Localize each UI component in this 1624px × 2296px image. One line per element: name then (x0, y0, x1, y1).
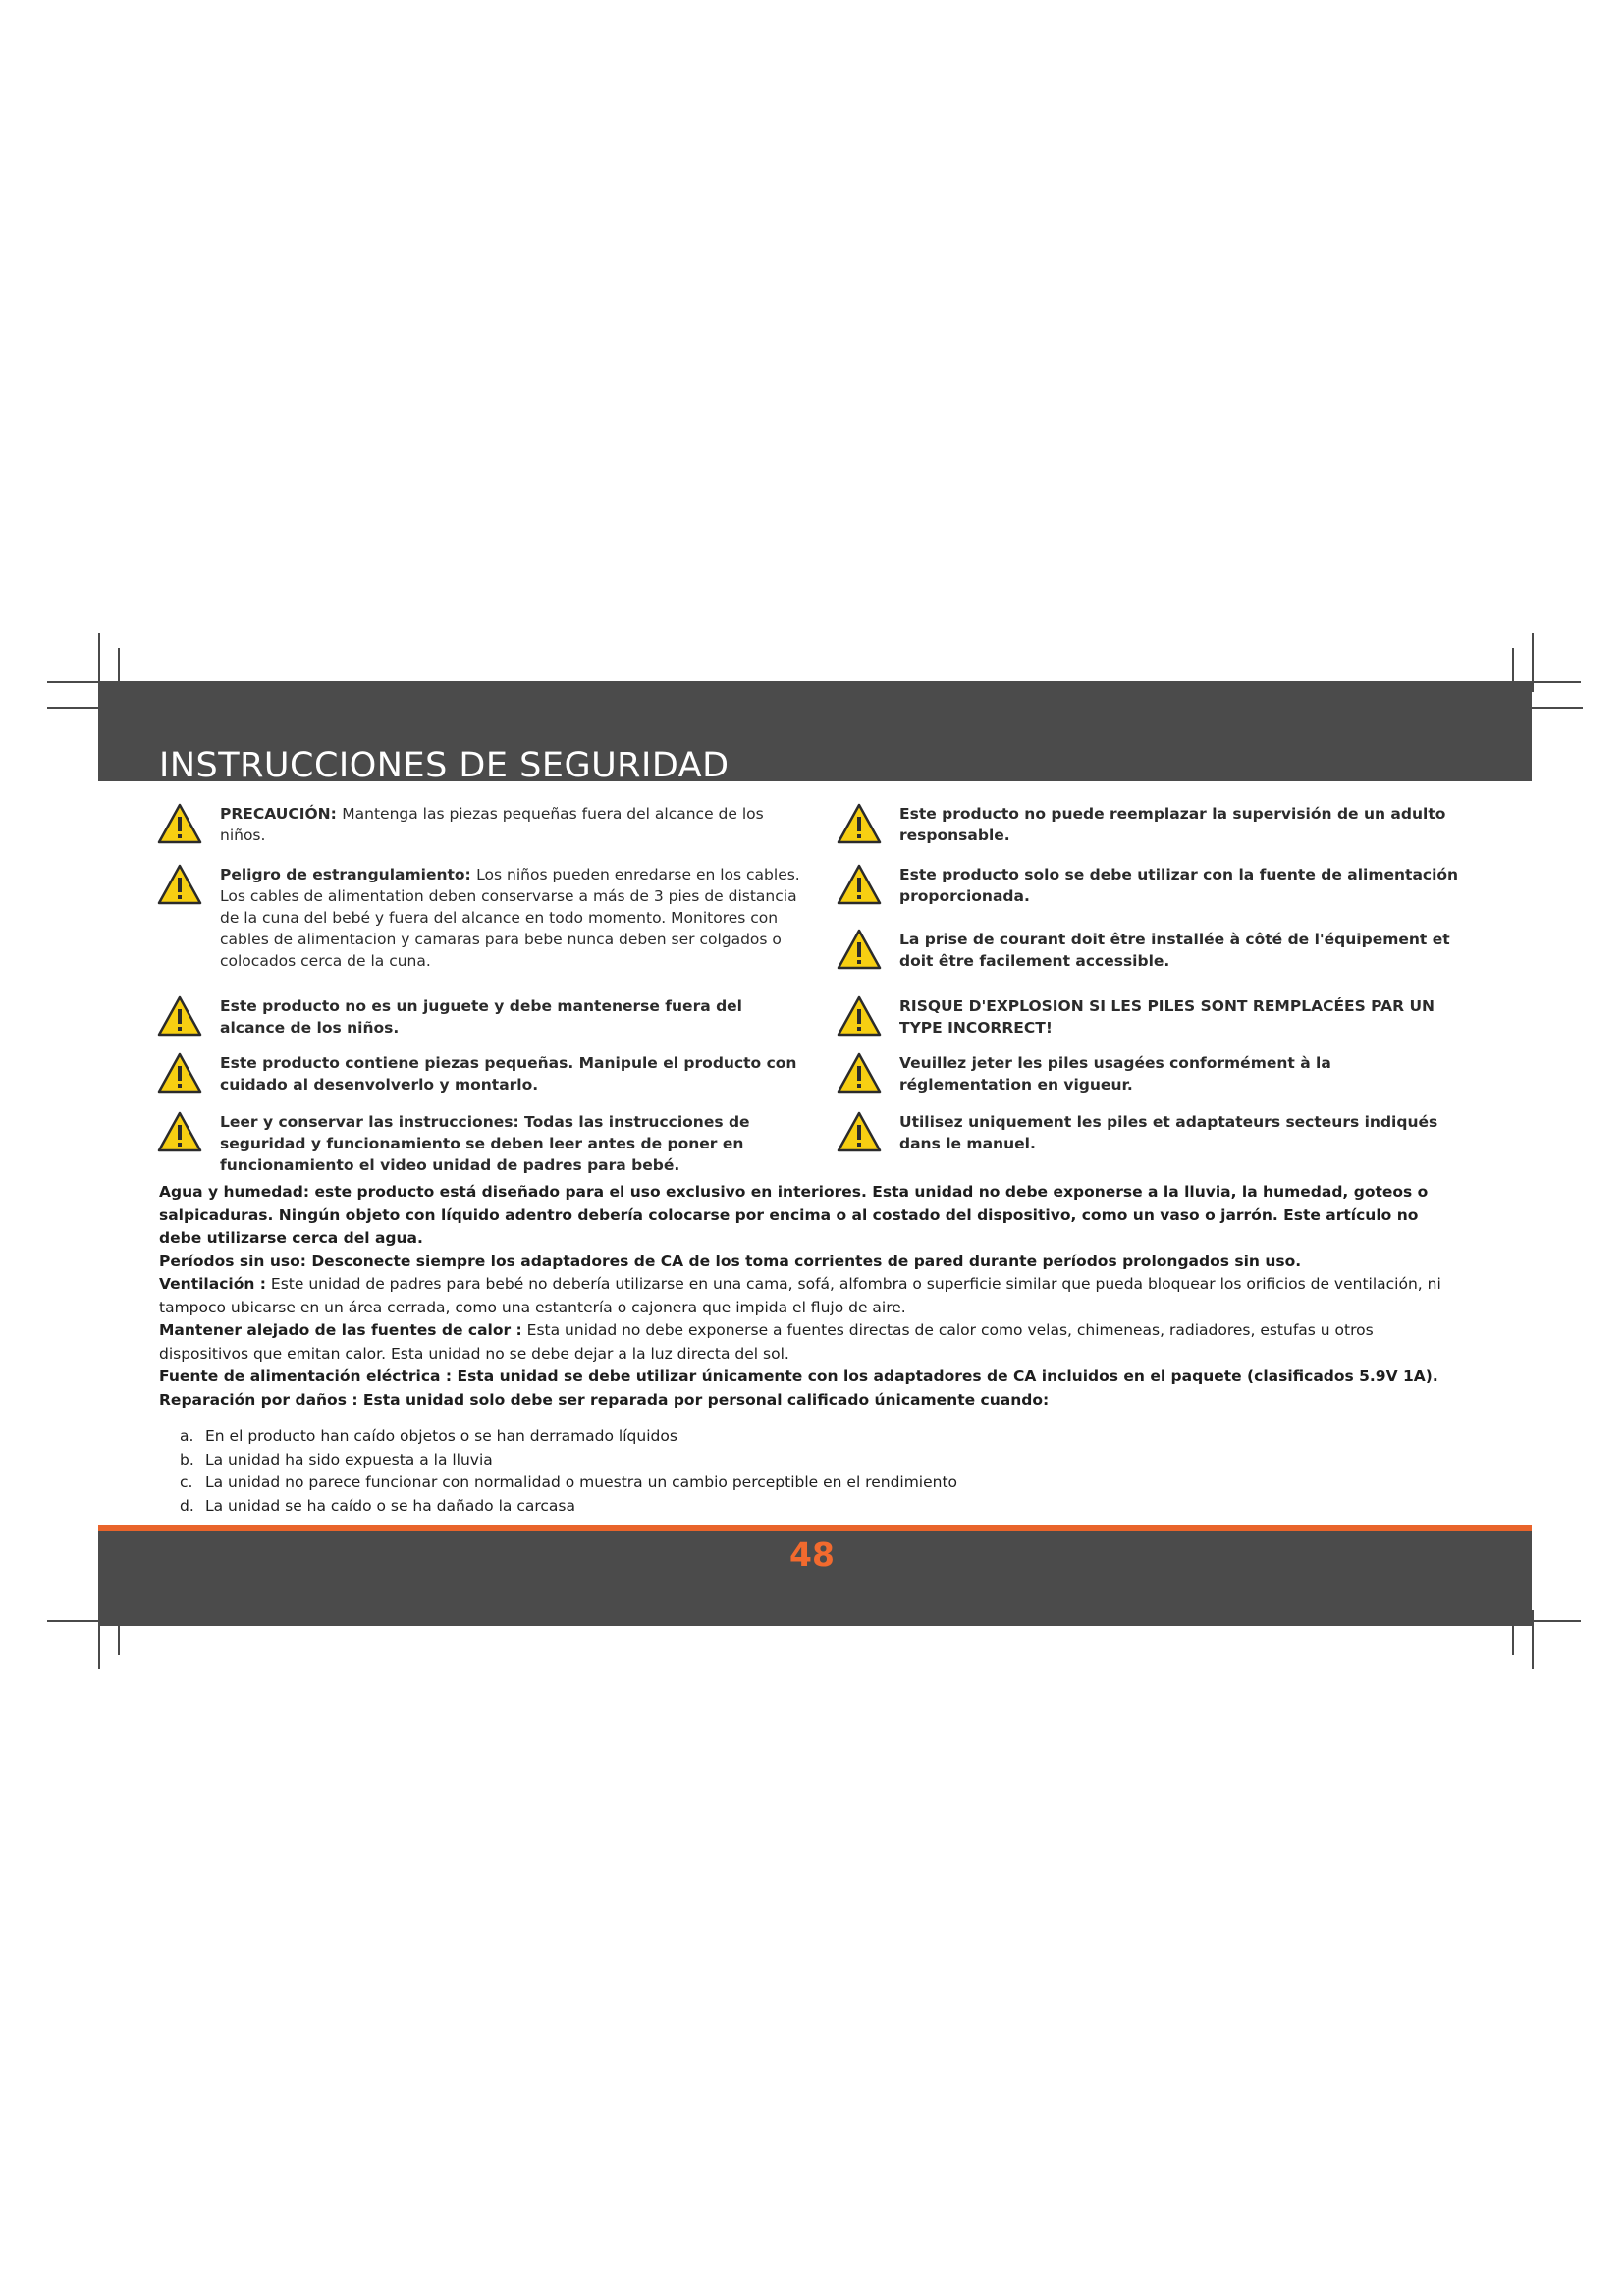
paragraph-repair: Reparación por daños : Esta unidad solo debe ser reparada por personal calificado únicamente cuando: (159, 1390, 1050, 1409)
crop-mark (47, 707, 106, 709)
warning-text: Este producto contiene piezas pequeñas. Manipule el producto con cuidado al desenvolverlo y montarlo. (220, 1054, 797, 1094)
warning-triangle-icon (837, 929, 882, 970)
warning-item (837, 995, 1475, 1039)
warning-triangle-icon (157, 803, 202, 844)
safety-paragraphs (159, 1181, 1465, 1412)
warning-text: Este producto no es un juguete y debe mantenerse fuera del alcance de los niños. (220, 997, 742, 1037)
crop-mark (1528, 707, 1583, 709)
paragraph-unused-periods: Períodos sin uso: Desconecte siempre los adaptadores de CA de los toma corrientes de pared durante períodos prolongados sin uso. (159, 1252, 1302, 1270)
warning-triangle-icon (157, 864, 202, 905)
paragraph-power-source: Fuente de alimentación eléctrica : Esta unidad se debe utilizar únicamente con los adaptadores de CA incluidos en el paquete (clasificados 5.9V 1A). (159, 1367, 1438, 1385)
warning-text: La prise de courant doit être installée à côté de l'équipement et doit être facilement accessible. (899, 931, 1450, 970)
warning-triangle-icon (837, 1111, 882, 1152)
page-number: 48 (789, 1535, 835, 1574)
warning-item (157, 1052, 864, 1095)
page-title: INSTRUCCIONES DE SEGURIDAD (159, 746, 730, 785)
crop-mark (1532, 1610, 1534, 1669)
list-item: a. En el producto han caído objetos o se han derramado líquidos (180, 1427, 677, 1445)
warning-item (837, 1111, 1475, 1154)
warning-triangle-icon (157, 1111, 202, 1152)
warning-triangle-icon (157, 995, 202, 1037)
warning-text: Este producto no puede reemplazar la supervisión de un adulto responsable. (899, 805, 1446, 844)
warning-item (157, 1111, 864, 1176)
warning-text: RISQUE D'EXPLOSION SI LES PILES SONT REMPLACÉES PAR UN TYPE INCORRECT! (899, 997, 1435, 1037)
warning-triangle-icon (837, 864, 882, 905)
warning-item (837, 929, 1475, 972)
warning-text: Veuillez jeter les piles usagées conformément à la réglementation en vigueur. (899, 1054, 1331, 1094)
list-item: c. La unidad no parece funcionar con normalidad o muestra un cambio perceptible en el rendimiento (180, 1473, 958, 1491)
warning-item (157, 995, 864, 1039)
warning-text: Leer y conservar las instrucciones: Todas las instrucciones de seguridad y funcionamiento se deben leer antes de poner en funcionamiento el video unidad de padres para bebé. (220, 1113, 750, 1174)
warning-item (837, 803, 1475, 846)
warning-text: Peligro de estrangulamiento: Los niños pueden enredarse en los cables. Los cables de alimentation deben conservarse a más de 3 pies de distancia de la cuna del bebé y fuera del alcance en todo momento. Monitores con cables de alimentacion y camaras para bebe nunca deben ser colgados o colocados cerca de la cuna. (220, 866, 800, 970)
list-item: d. La unidad se ha caído o se ha dañado la carcasa (180, 1496, 575, 1515)
warning-triangle-icon (837, 803, 882, 844)
warning-text: Este producto solo se debe utilizar con la fuente de alimentación proporcionada. (899, 866, 1459, 905)
warning-triangle-icon (157, 1052, 202, 1094)
repair-conditions-list (180, 1425, 957, 1518)
warning-item (157, 864, 864, 972)
paragraph-ventilation: Ventilación : Este unidad de padres para bebé no debería utilizarse en una cama, sofá, alfombra o superficie similar que pueda bloquear los orificios de ventilación, ni tampoco ubicarse en un área cerrada, como una estantería o cajonera que impida el flujo de aire. (159, 1275, 1441, 1316)
paragraph-heat-sources: Mantener alejado de las fuentes de calor : Esta unidad no debe exponerse a fuentes directas de calor como velas, chimeneas, radiadores, estufas u otros dispositivos que emitan calor. Esta unidad no se debe dejar a la luz directa del sol. (159, 1321, 1374, 1362)
warning-item (837, 864, 1475, 907)
warning-triangle-icon (837, 1052, 882, 1094)
warning-triangle-icon (837, 995, 882, 1037)
paragraph-water-humidity: Agua y humedad: este producto está diseñado para el uso exclusivo en interiores. Esta unidad no debe exponerse a la lluvia, la humedad, goteos o salpicaduras. Ningún objeto con líquido adentro debería colocarse por encima o al costado del dispositivo, como un vaso o jarrón. Este artículo no debe utilizarse cerca del agua. (159, 1183, 1429, 1247)
crop-mark (1532, 633, 1534, 692)
warning-item (157, 803, 864, 846)
warning-text: PRECAUCIÓN: Mantenga las piezas pequeñas fuera del alcance de los niños. (220, 805, 764, 844)
list-item: b. La unidad ha sido expuesta a la lluvia (180, 1450, 493, 1468)
warning-item (837, 1052, 1475, 1095)
warning-text: Utilisez uniquement les piles et adaptateurs secteurs indiqués dans le manuel. (899, 1113, 1438, 1152)
